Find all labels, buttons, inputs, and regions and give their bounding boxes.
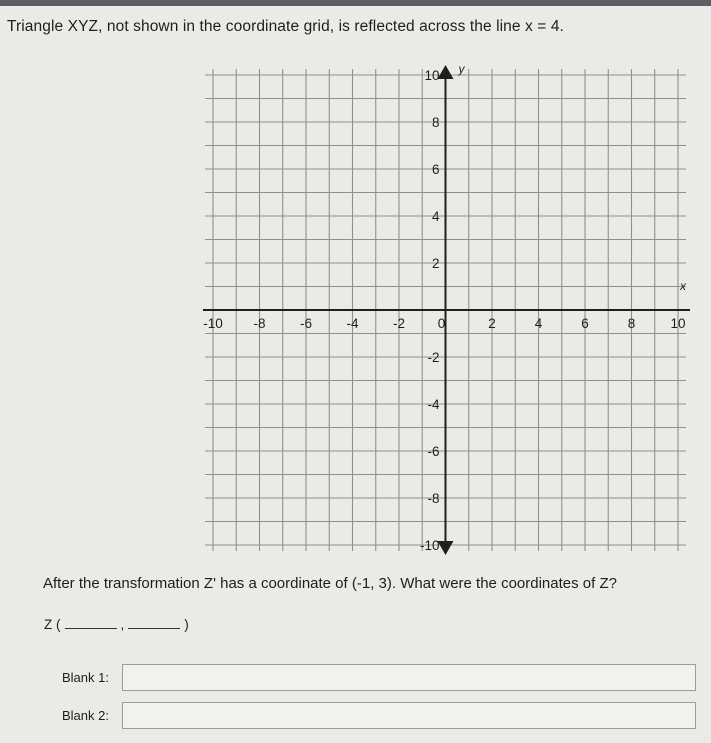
- blank-2-input[interactable]: [122, 702, 696, 729]
- x-tick-label: -6: [299, 316, 313, 331]
- answer-suffix: ): [184, 617, 189, 632]
- x-tick-label: 4: [534, 316, 543, 331]
- x-tick-label: 8: [627, 316, 636, 331]
- y-axis-arrow-down: [438, 541, 454, 555]
- question-text: Triangle XYZ, not shown in the coordinate grid, is reflected across the line x = 4.: [7, 18, 564, 35]
- x-tick-label: -2: [392, 316, 406, 331]
- answer-prefix: Z (: [44, 617, 61, 632]
- x-tick-label: 0: [437, 316, 446, 331]
- y-tick-label: 8: [431, 115, 440, 130]
- y-tick-label: -4: [427, 397, 440, 412]
- y-tick-label: -8: [427, 491, 440, 506]
- x-tick-label: 2: [488, 316, 496, 331]
- x-tick-label: 10: [670, 316, 686, 331]
- y-tick-label: -6: [427, 444, 440, 459]
- y-axis-label: y: [458, 62, 465, 76]
- followup-question: After the transformation Z' has a coordinate of (-1, 3). What were the coordinates of Z?: [43, 575, 617, 592]
- x-tick-label: -8: [253, 316, 266, 331]
- x-tick-label: -10: [203, 316, 223, 331]
- x-tick-label: -4: [346, 316, 359, 331]
- y-tick-label: 6: [431, 162, 440, 177]
- x-tick-label: 6: [581, 316, 589, 331]
- y-tick-label: 2: [431, 256, 440, 271]
- y-axis-arrow-up: [438, 65, 454, 79]
- y-tick-label: 4: [431, 209, 440, 224]
- answer-blank-2-line: [128, 616, 180, 629]
- y-tick-label: -10: [419, 538, 440, 553]
- answer-separator: ,: [120, 617, 125, 632]
- y-tick-label: -2: [427, 350, 440, 365]
- blank-2-label: Blank 2:: [62, 708, 109, 723]
- answer-blank-1-line: [65, 616, 117, 629]
- blank-1-input[interactable]: [122, 664, 696, 691]
- x-axis-label: x: [680, 279, 686, 293]
- answer-template: [44, 616, 189, 632]
- y-tick-label: 10: [424, 68, 440, 83]
- blank-1-label: Blank 1:: [62, 670, 109, 685]
